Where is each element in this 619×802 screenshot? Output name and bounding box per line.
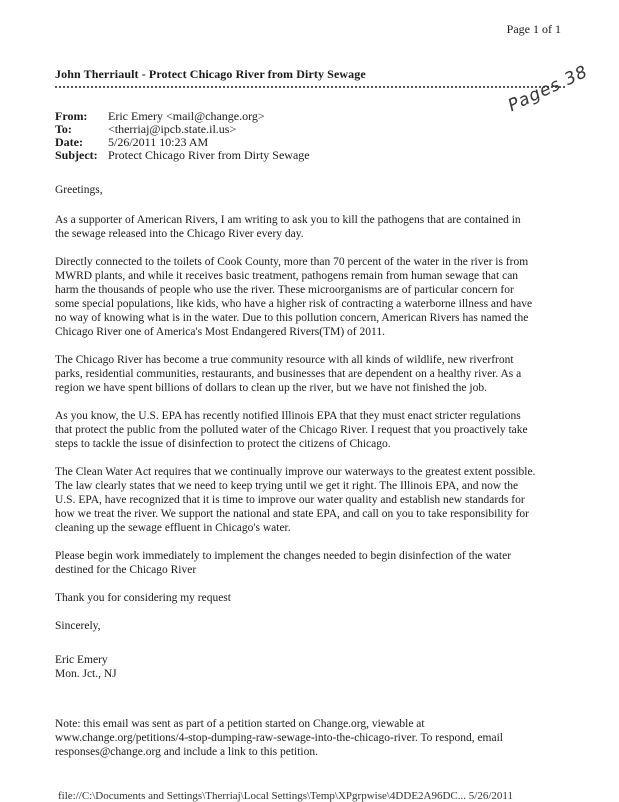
body-paragraph: Please begin work immediately to implement the changes needed to begin disinfection of the water destined for the Chicago River bbox=[55, 550, 512, 576]
petition-note: Note: this email was sent as part of a petition started on Change.org, viewable at www.change.org/petitions/4-stop-dumping-raw-sewage-into-the-chicago-river. To respond, email responses@change.org and include a link to this petition. bbox=[55, 718, 503, 758]
header-label: From: bbox=[55, 109, 88, 123]
page-number: Page 1 of 1 bbox=[506, 22, 561, 36]
header-subject bbox=[55, 149, 310, 162]
footer-file-path: file://C:\Documents and Settings\Therriaj\Local Settings\Temp\XPgrpwise\4DDE2A96DC... 5/26/2011 bbox=[58, 790, 513, 802]
closing-thanks: Thank you for considering my request bbox=[55, 592, 231, 604]
closing-sincerely: Sincerely, bbox=[55, 620, 101, 632]
signature: Eric Emery Mon. Jct., NJ bbox=[55, 654, 117, 680]
header-value: 5/26/2011 10:23 AM bbox=[108, 135, 209, 149]
body-paragraph: The Clean Water Act requires that we continually improve our waterways to the greatest extent possible. The law clearly states that we need to keep trying until we get it right. The Illinois EPA, and now the U.S. EPA, have recognized that it is time to improve our water quality and establish new standards for how we treat the river. We support the national and state EPA, and call on you to take responsibility for cleaning up the sewage effluent in Chicago's water. bbox=[55, 466, 536, 534]
handwritten-page-stamp: Pages 38 bbox=[505, 61, 592, 117]
header-value: Eric Emery <mail@change.org> bbox=[108, 109, 265, 123]
title-divider bbox=[55, 86, 565, 88]
email-body bbox=[55, 183, 567, 759]
header-value: <therriaj@ipcb.state.il.us> bbox=[108, 122, 237, 136]
header-label: Date: bbox=[55, 135, 83, 149]
greeting: Greetings, bbox=[55, 184, 103, 196]
body-paragraph: The Chicago River has become a true community resource with all kinds of wildlife, new riverfront parks, residential communities, restaurants, and businesses that are dependent on a healthy river. As a region we have spent billions of dollars to clean up the river, but we have not finished the job. bbox=[55, 354, 522, 394]
header-value: Protect Chicago River from Dirty Sewage bbox=[108, 148, 310, 162]
header-label: Subject: bbox=[55, 148, 98, 162]
body-paragraph: Directly connected to the toilets of Cook County, more than 70 percent of the water in the river is from MWRD plants, and while it receives basic treatment, pathogens remain from human sewage that can harm the thousands of people who use the river. These microorganisms are of particular concern for some special populations, like kids, who have a higher risk of contracting a waterborne illness and have no way of knowing what is in the water. Due to this pollution concern, American Rivers has named the Chicago River one of America's Most Endangered Rivers(TM) of 2011. bbox=[55, 256, 533, 338]
body-paragraph: As you know, the U.S. EPA has recently notified Illinois EPA that they must enact stricter regulations that protect the public from the polluted water of the Chicago River. I request that you proactively take steps to tackle the issue of disinfection to protect the citizens of Chicago. bbox=[55, 410, 528, 450]
header-label: To: bbox=[55, 122, 72, 136]
body-paragraph: As a supporter of American Rivers, I am writing to ask you to kill the pathogens that are contained in the sewage released into the Chicago River every day. bbox=[55, 214, 521, 240]
email-headers bbox=[55, 110, 310, 162]
email-title: John Therriault - Protect Chicago River from Dirty Sewage bbox=[55, 67, 366, 81]
